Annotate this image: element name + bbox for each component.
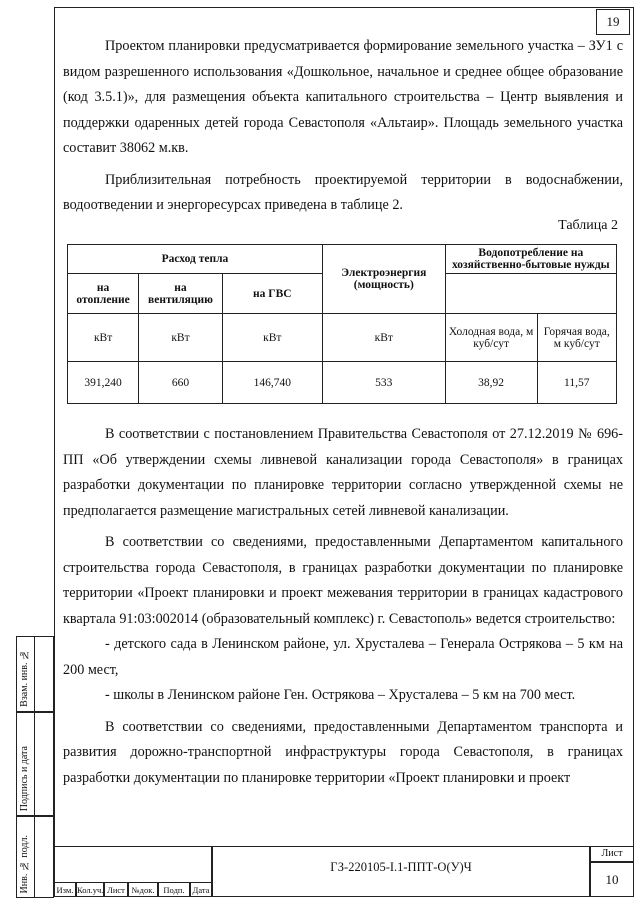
sheet-number: 10 — [590, 862, 634, 897]
stamp-label: Подп. — [158, 882, 190, 897]
stamp-label: Дата — [190, 882, 212, 897]
stamp-label: Изм. — [54, 882, 76, 897]
value-cell: 391,240 — [68, 362, 139, 404]
stamp-label: Лист — [104, 882, 128, 897]
sidebar-inv-label: Инв. № подл. — [19, 834, 30, 893]
document-code: ГЗ-220105-I.1-ППТ-О(У)Ч — [212, 846, 590, 897]
stamp-grid — [54, 846, 212, 882]
th-electricity: Электроэнергия (мощность) — [322, 245, 445, 314]
th-water: Водопотребление на хозяйственно-бытовые нужды — [445, 245, 616, 274]
unit-cell: кВт — [68, 314, 139, 362]
sidebar-sign — [16, 712, 54, 816]
value-cell: 533 — [322, 362, 445, 404]
stamp-label: №док. — [128, 882, 158, 897]
body-text-bottom — [63, 422, 623, 791]
value-cell: 146,740 — [222, 362, 322, 404]
th-ventilation: на вентиляцию — [139, 274, 223, 314]
unit-cell: кВт — [139, 314, 223, 362]
sidebar-stamp — [16, 636, 54, 898]
sidebar-sign-label: Подпись и дата — [19, 745, 30, 811]
sidebar-vzam — [16, 636, 54, 712]
unit-cold-water: Холодная вода, м куб/сут — [445, 314, 537, 362]
sheet-label: Лист — [590, 846, 634, 862]
resource-table — [67, 244, 617, 404]
paragraph-1: Проектом планировки предусматривается формирование земельного участка – ЗУ1 с видом разрешенного использования «Дошкольное, начальное и среднее общее образование (код 3.5.1)», для размещения объекта капитального строительства – Центр выявления и поддержки одаренных детей города Севастополя «Альтаир». Площадь земельного участка составит 38062 м.кв. — [63, 38, 623, 156]
paragraph-2: Приблизительная потребность проектируемой территории в водоснабжении, водоотведении и энергоресурсах приведена в таблице 2. — [63, 171, 623, 213]
value-cell: 11,57 — [537, 362, 616, 404]
page-top-number: 19 — [596, 9, 630, 35]
paragraph-6: - школы в Ленинском районе Ген. Острякова – Хрусталева – 5 км на 700 мест. — [105, 687, 576, 703]
paragraph-4: В соответствии со сведениями, предоставленными Департаментом капитального строительства города Севастополя, в границах разработки документации по планировке территории «Проект планировки и проект межевания территории в границах кадастрового квартала 91:03:002014 (образовательный комплекс) г. Севастополь» ведется строительство: — [63, 534, 623, 627]
stamp-label: Кол.уч. — [76, 882, 104, 897]
th-heat: Расход тепла — [68, 245, 323, 274]
value-cell: 38,92 — [445, 362, 537, 404]
th-hot-water: на ГВС — [222, 274, 322, 314]
body-text-top — [63, 30, 623, 219]
unit-cell: кВт — [222, 314, 322, 362]
table-caption: Таблица 2 — [558, 218, 618, 233]
value-cell: 660 — [139, 362, 223, 404]
sidebar-inv — [16, 816, 54, 898]
paragraph-5: - детского сада в Ленинском районе, ул. Хрусталева – Генерала Острякова – 5 км на 200 мест, — [63, 636, 623, 678]
th-heating: на отопление — [68, 274, 139, 314]
paragraph-3: В соответствии с постановлением Правительства Севастополя от 27.12.2019 № 696-ПП «Об утверждении схемы ливневой канализации города Севастополя» в границах разработки документации по планировке территории согласно утвержденной схемы не предполагается размещение магистральных сетей ливневой канализации. — [63, 426, 623, 519]
unit-cell: кВт — [322, 314, 445, 362]
unit-hot-water: Горячая вода, м куб/сут — [537, 314, 616, 362]
sidebar-vzam-label: Взам. инв. № — [19, 649, 30, 707]
paragraph-7: В соответствии со сведениями, предоставленными Департаментом транспорта и развития дорожно-транспортной инфраструктуры города Севастополя, в границах разработки документации по планировке территории «Проект планировки и проект — [63, 718, 623, 786]
